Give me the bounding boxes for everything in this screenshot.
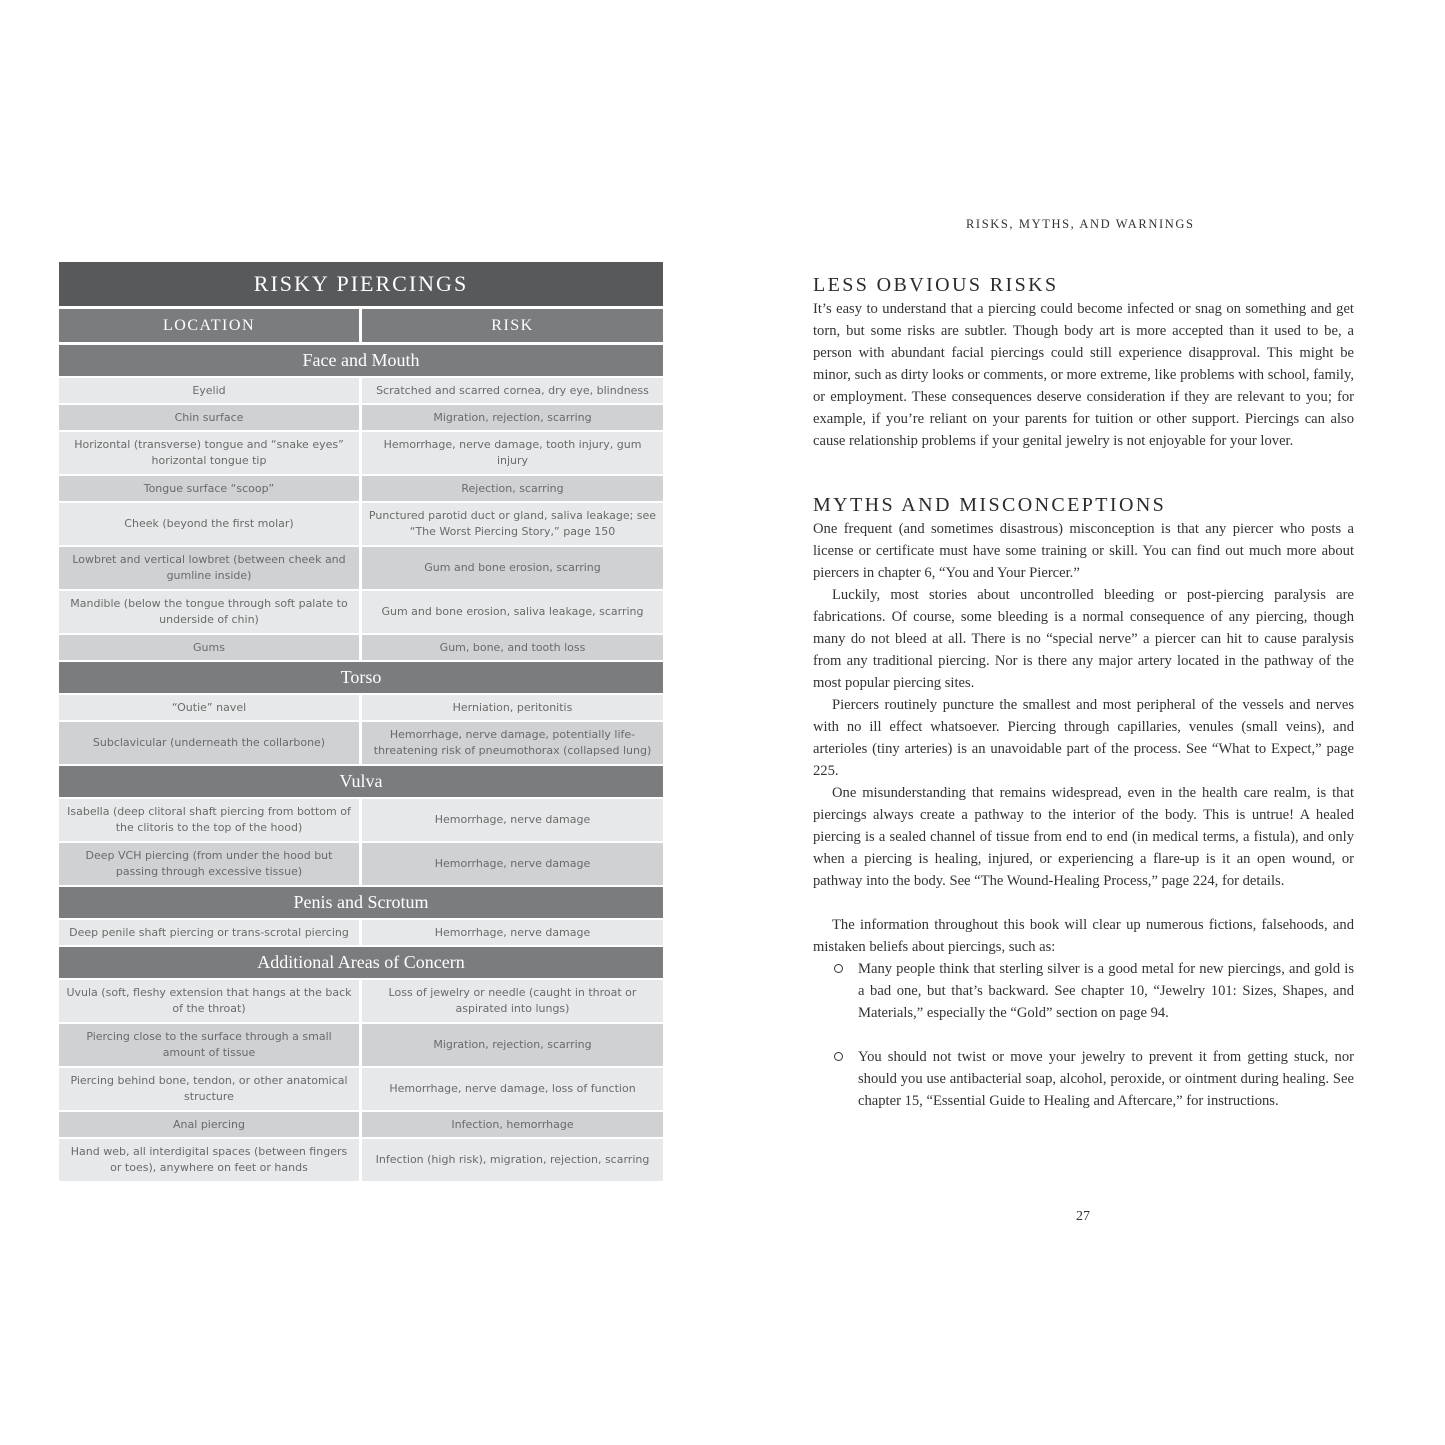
table-row	[59, 980, 663, 1022]
cell-risk: Migration, rejection, scarring	[362, 405, 663, 430]
running-head: RISKS, MYTHS, AND WARNINGS	[966, 217, 1195, 231]
bullet-item-1: Many people think that sterling silver is a good metal for new piercings, and gold is a bad one, but that’s backward. See chapter 10, “Jewelry 101: Sizes, Shapes, and Materials,” especially the “Gold” section on page 94.	[858, 961, 1354, 1021]
cell-location: Isabella (deep clitoral shaft piercing from bottom of the clitoris to the top of the hood)	[59, 799, 359, 841]
table-body	[59, 345, 663, 1181]
cell-location: Chin surface	[59, 405, 359, 430]
table-row	[59, 432, 663, 474]
table-row	[59, 378, 663, 403]
table-row	[59, 635, 663, 660]
column-header-location: LOCATION	[59, 309, 359, 342]
cell-risk: Migration, rejection, scarring	[362, 1024, 663, 1066]
cell-risk: Hemorrhage, nerve damage, tooth injury, gum injury	[362, 432, 663, 474]
cell-risk: Infection, hemorrhage	[362, 1112, 663, 1137]
paragraph-less-obvious-risks: It’s easy to understand that a piercing could become infected or snag on something and get torn, but some risks are subtler. Though body art is more accepted than it used to be, a person with abundant facial piercings could still experience disapproval. This might be minor, such as dirty looks or comments, or more extreme, like problems with school, family, or employment. These consequences deserve consideration if they are relevant to you; for example, if you’re reliant on your parents for tuition or other support. Piercings can also cause relationship problems if your genital jewelry is not enjoyable for your lover.	[813, 301, 1354, 449]
cell-risk: Rejection, scarring	[362, 476, 663, 501]
paragraph-myths-4: One misunderstanding that remains widespread, even in the health care realm, is that piercings always create a pathway to the interior of the body. This is untrue! A healed piercing is a sealed channel of tissue from end to end (in medical terms, a fistula), and only when a piercing is healing, injured, or experiencing a flare-up is it an open wound, or pathway into the body. See “The Wound-Healing Process,” page 224, for details.	[813, 785, 1354, 889]
cell-risk: Loss of jewelry or needle (caught in throat or aspirated into lungs)	[362, 980, 663, 1022]
table-section-header: Vulva	[59, 766, 663, 797]
table-row	[59, 722, 663, 764]
cell-risk: Gum and bone erosion, scarring	[362, 547, 663, 589]
table-row	[59, 920, 663, 945]
table-row	[59, 1112, 663, 1137]
table-title: RISKY PIERCINGS	[59, 262, 663, 306]
paragraph-myths-3: Piercers routinely puncture the smallest and most peripheral of the vessels and nerves with no ill effect whatsoever. Piercing through capillaries, venules (small veins), and arterioles (tiny arteries) is an unavoidable part of the process. See “What to Expect,” page 225.	[813, 697, 1354, 779]
page-number: 27	[1076, 1209, 1090, 1224]
cell-location: Uvula (soft, fleshy extension that hangs at the back of the throat)	[59, 980, 359, 1022]
cell-location: Anal piercing	[59, 1112, 359, 1137]
cell-location: Piercing close to the surface through a small amount of tissue	[59, 1024, 359, 1066]
cell-location: Piercing behind bone, tendon, or other anatomical structure	[59, 1068, 359, 1110]
table-row	[59, 547, 663, 589]
cell-location: Deep penile shaft piercing or trans-scrotal piercing	[59, 920, 359, 945]
column-header-risk: RISK	[362, 309, 663, 342]
bullet-circle-icon	[834, 1052, 843, 1061]
table-header-row	[59, 309, 663, 342]
table-section-header: Penis and Scrotum	[59, 887, 663, 918]
cell-location: Tongue surface “scoop”	[59, 476, 359, 501]
cell-risk: Scratched and scarred cornea, dry eye, blindness	[362, 378, 663, 403]
table-row	[59, 591, 663, 633]
cell-risk: Infection (high risk), migration, rejection, scarring	[362, 1139, 663, 1181]
table-section-header: Face and Mouth	[59, 345, 663, 376]
table-row	[59, 799, 663, 841]
paragraph-myths-5: The information throughout this book will clear up numerous fictions, falsehoods, and mistaken beliefs about piercings, such as:	[813, 917, 1354, 955]
table-row	[59, 1139, 663, 1181]
cell-risk: Gum, bone, and tooth loss	[362, 635, 663, 660]
cell-location: Deep VCH piercing (from under the hood but passing through excessive tissue)	[59, 843, 359, 885]
table-section-header: Torso	[59, 662, 663, 693]
cell-risk: Hemorrhage, nerve damage	[362, 843, 663, 885]
cell-risk: Punctured parotid duct or gland, saliva leakage; see “The Worst Piercing Story,” page 150	[362, 503, 663, 545]
cell-location: Lowbret and vertical lowbret (between cheek and gumline inside)	[59, 547, 359, 589]
risky-piercings-table	[59, 262, 663, 1183]
heading-myths-misconceptions: MYTHS AND MISCONCEPTIONS	[813, 494, 1167, 516]
table-section-header: Additional Areas of Concern	[59, 947, 663, 978]
table-row	[59, 695, 663, 720]
cell-location: Hand web, all interdigital spaces (between fingers or toes), anywhere on feet or hands	[59, 1139, 359, 1181]
heading-less-obvious-risks: LESS OBVIOUS RISKS	[813, 274, 1059, 296]
cell-location: Subclavicular (underneath the collarbone)	[59, 722, 359, 764]
bullet-item-2: You should not twist or move your jewelry to prevent it from getting stuck, nor should you use antibacterial soap, alcohol, peroxide, or ointment during healing. See chapter 15, “Essential Guide to Healing and Aftercare,” for instructions.	[858, 1049, 1354, 1109]
paragraph-myths-1: One frequent (and sometimes disastrous) misconception is that any piercer who posts a license or certificate must have some training or skill. You can find out much more about piercers in chapter 6, “You and Your Piercer.”	[813, 521, 1354, 581]
cell-location: Mandible (below the tongue through soft palate to underside of chin)	[59, 591, 359, 633]
cell-risk: Hemorrhage, nerve damage, loss of function	[362, 1068, 663, 1110]
cell-risk: Hemorrhage, nerve damage	[362, 920, 663, 945]
cell-location: “Outie” navel	[59, 695, 359, 720]
cell-risk: Gum and bone erosion, saliva leakage, scarring	[362, 591, 663, 633]
table-row	[59, 1068, 663, 1110]
table-row	[59, 405, 663, 430]
cell-risk: Hemorrhage, nerve damage, potentially life-threatening risk of pneumothorax (collapsed lung)	[362, 722, 663, 764]
cell-location: Gums	[59, 635, 359, 660]
bullet-circle-icon	[834, 964, 843, 973]
cell-location: Eyelid	[59, 378, 359, 403]
cell-risk: Hemorrhage, nerve damage	[362, 799, 663, 841]
table-row	[59, 1024, 663, 1066]
table-row	[59, 843, 663, 885]
cell-location: Cheek (beyond the first molar)	[59, 503, 359, 545]
table-row	[59, 476, 663, 501]
paragraph-myths-2: Luckily, most stories about uncontrolled bleeding or post-piercing paralysis are fabrications. Of course, some bleeding is a normal consequence of any piercing, though many do not bleed at all. There is no “special nerve” a piercer can hit to cause paralysis from any traditional piercing. Nor is there any major artery located in the pathway of the most popular piercing sites.	[813, 587, 1354, 691]
cell-risk: Herniation, peritonitis	[362, 695, 663, 720]
cell-location: Horizontal (transverse) tongue and “snake eyes” horizontal tongue tip	[59, 432, 359, 474]
table-row	[59, 503, 663, 545]
